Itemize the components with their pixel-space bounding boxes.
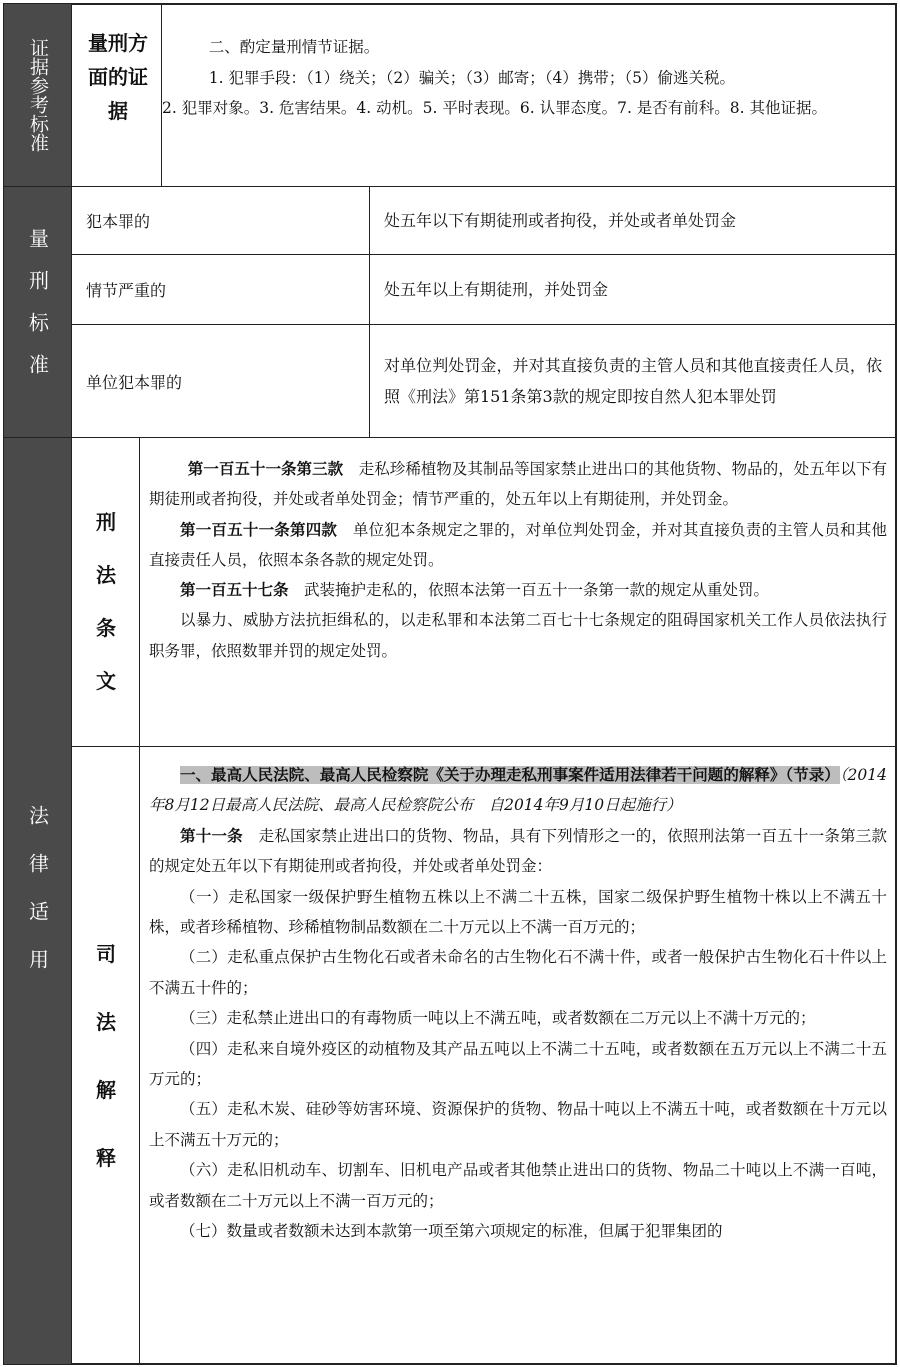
evidence-line: 1. 犯罪手段：（1）绕关；（2）骗关；（3）邮寄；（4）携带；（5）偷逃关税。 bbox=[208, 68, 736, 87]
judicial-item: （六）走私旧机动车、切割车、旧机电产品或者其他禁止进出口的货物、物品二十吨以上不满一百吨，或者数额在二十万元以上不满一百万元的； bbox=[149, 1161, 887, 1210]
sentencing-penalty: 对单位判处罚金，并对其直接负责的主管人员和其他直接责任人员，依照《刑法》第151条第3款的规定即按自然人犯本罪处罚 bbox=[384, 356, 882, 406]
evidence-label: 量刑方面的证据 bbox=[88, 31, 148, 123]
divider bbox=[71, 4, 72, 186]
sentencing-penalty: 处五年以下有期徒刑或者拘役，并处或者单处罚金 bbox=[384, 211, 737, 230]
divider bbox=[4, 437, 896, 438]
evidence-content bbox=[162, 32, 888, 124]
judicial-item: （一）走私国家一级保护野生植物五株以上不满二十五株，国家二级保护野生植物十株以上不满五十株，或者珍稀植物、珍稀植物制品数额在二十万元以上不满一百万元的； bbox=[149, 887, 887, 937]
sentencing-condition: 情节严重的 bbox=[86, 281, 167, 300]
judicial-article: 第十一条 走私国家禁止进出口的货物、物品，具有下列情形之一的，依照刑法第一百五十一条第三款的规定处五年以下有期徒刑或者拘役，并处或者单处罚金： bbox=[149, 826, 887, 876]
criminal-law-content bbox=[149, 454, 887, 666]
divider bbox=[139, 438, 140, 1364]
law-paragraph: 以暴力、威胁方法抗拒缉私的，以走私罪和本法第二百七十七条规定的阻碍国家机关工作人员依法执行职务罪，依照数罪并罚的规定处罚。 bbox=[149, 611, 887, 660]
section-bar-sentencing: 量刑标准 bbox=[4, 187, 71, 437]
judicial-item: （七）数量或者数额未达到本款第一项至第六项规定的标准，但属于犯罪集团的 bbox=[180, 1222, 723, 1241]
evidence-heading: 二、酌定量刑情节证据。 bbox=[208, 38, 380, 56]
sentencing-condition: 犯本罪的 bbox=[86, 212, 151, 231]
judicial-label: 司法解释 bbox=[96, 942, 116, 1170]
divider bbox=[71, 438, 72, 1364]
judicial-item: （四）走私来自境外疫区的动植物及其产品五吨以上不满二十五吨，或者数额在五万元以上不满二十五万元的； bbox=[149, 1039, 887, 1089]
divider bbox=[71, 187, 72, 437]
divider bbox=[72, 746, 896, 747]
judicial-content bbox=[149, 760, 887, 1247]
criminal-law-label: 刑法条文 bbox=[96, 510, 116, 693]
judicial-item: （五）走私木炭、硅砂等妨害环境、资源保护的货物、物品十吨以上不满五十吨，或者数额在十万元以上不满五十万元的； bbox=[149, 1100, 887, 1149]
law-paragraph: 第一百五十一条第四款 单位犯本条规定之罪的，对单位判处罚金，并对其直接负责的主管人员和其他直接责任人员，依照本条各款的规定处罚。 bbox=[149, 520, 887, 569]
judicial-item: （二）走私重点保护古生物化石或者未命名的古生物化石不满十件，或者一般保护古生物化石十件以上不满五十件的； bbox=[149, 948, 887, 997]
judicial-doc-title: 一、最高人民法院、最高人民检察院《关于办理走私刑事案件适用法律若干问题的解释》（节录）（2014年8月12日最高人民法院、最高人民检察院公布 自2014年9月10日起施行） bbox=[149, 766, 887, 815]
evidence-line: 2. 犯罪对象。3. 危害结果。4. 动机。5. 平时表现。6. 认罪态度。7. 是否有前科。8. 其他证据。 bbox=[162, 99, 828, 117]
section-bar-evidence: 证据参考标准 bbox=[4, 4, 71, 186]
section-bar-law: 法律适用 bbox=[4, 438, 71, 1364]
sentencing-penalty: 处五年以上有期徒刑，并处罚金 bbox=[384, 280, 609, 299]
law-paragraph: 第一百五十一条第三款 走私珍稀植物及其制品等国家禁止进出口的其他货物、物品的，处五年以下有期徒刑或者拘役，并处或者单处罚金；情节严重的，处五年以上有期徒刑，并处罚金。 bbox=[149, 460, 887, 509]
law-paragraph: 第一百五十七条 武装掩护走私的，依照本法第一百五十一条第一款的规定从重处罚。 bbox=[180, 581, 770, 600]
sentencing-condition: 单位犯本罪的 bbox=[86, 372, 183, 392]
judicial-item: （三）走私禁止进出口的有毒物质一吨以上不满五吨，或者数额在二万元以上不满十万元的； bbox=[180, 1009, 816, 1028]
